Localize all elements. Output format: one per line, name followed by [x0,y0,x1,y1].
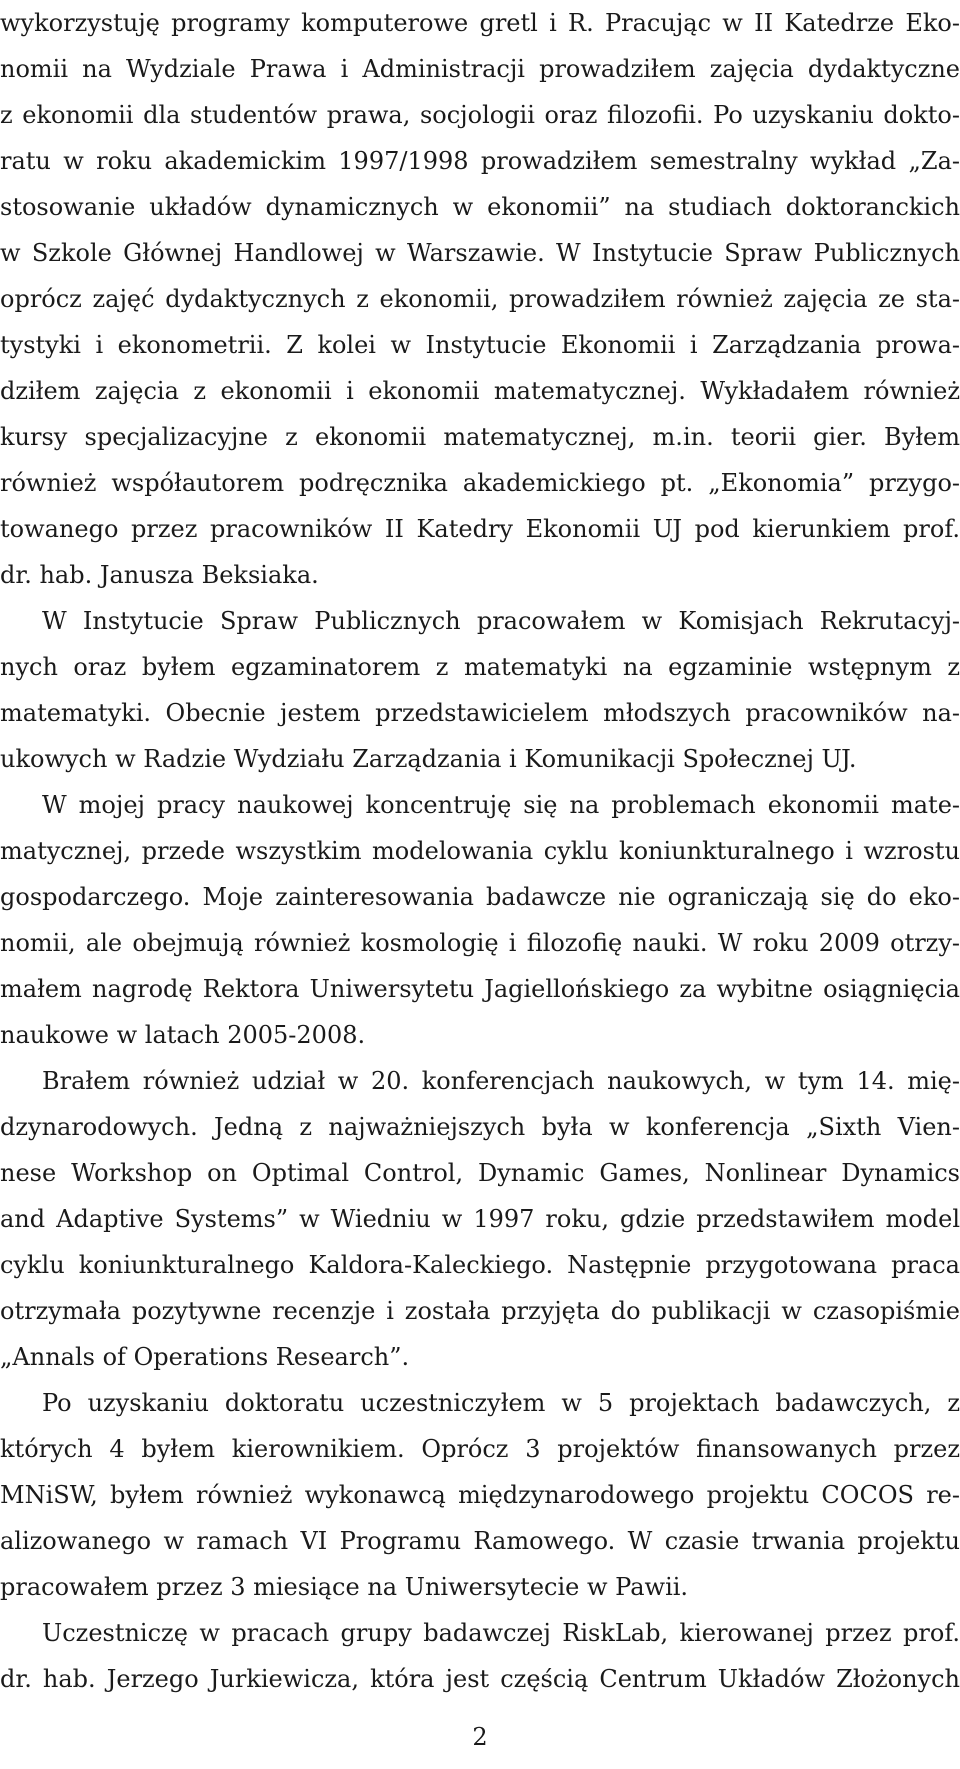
text-line: których 4 byłem kierownikiem. Oprócz 3 projektów finansowanych przez [0,1435,960,1463]
text-line: nych oraz byłem egzaminatorem z matematyki na egzaminie wstępnym z [0,653,960,681]
text-line: w Szkole Głównej Handlowej w Warszawie. W Instytucie Spraw Publicznych [0,239,960,267]
text-line: stosowanie układów dynamicznych w ekonomii” na studiach doktoranckich [0,193,960,221]
text-line: oprócz zajęć dydaktycznych z ekonomii, prowadziłem również zajęcia ze sta- [0,285,960,313]
paragraph [0,1380,960,1610]
text-line: dr. hab. Jerzego Jurkiewicza, która jest częścią Centrum Układów Złożonych [0,1665,960,1693]
text-line: and Adaptive Systems” w Wiedniu w 1997 roku, gdzie przedstawiłem model [0,1205,960,1233]
text-line: dr. hab. Janusza Beksiaka. [0,561,319,589]
text-line: również współautorem podręcznika akademickiego pt. „Ekonomia” przygo- [0,469,960,497]
text-line: małem nagrodę Rektora Uniwersytetu Jagiellońskiego za wybitne osiągnięcia [0,975,960,1003]
text-line: Uczestniczę w pracach grupy badawczej RiskLab, kierowanej przez prof. [42,1619,960,1647]
paragraph [0,0,960,598]
text-line: gospodarczego. Moje zainteresowania badawcze nie ograniczają się do eko- [0,883,960,911]
text-line: cyklu koniunkturalnego Kaldora-Kaleckiego. Następnie przygotowana praca [0,1251,960,1279]
text-line: tystyki i ekonometrii. Z kolei w Instytucie Ekonomii i Zarządzania prowa- [0,331,960,359]
text-line: W mojej pracy naukowej koncentruję się na problemach ekonomii mate- [42,791,960,819]
text-line: wykorzystuję programy komputerowe gretl i R. Pracując w II Katedrze Eko- [0,9,960,37]
text-line: ukowych w Radzie Wydziału Zarządzania i Komunikacji Społecznej UJ. [0,745,857,773]
paragraph [0,1610,960,1702]
text-line: „Annals of Operations Research”. [0,1343,410,1371]
text-line: dziłem zajęcia z ekonomii i ekonomii matematycznej. Wykładałem również [0,377,960,405]
text-line: MNiSW, byłem również wykonawcą międzynarodowego projektu COCOS re- [0,1481,960,1509]
text-line: Po uzyskaniu doktoratu uczestniczyłem w 5 projektach badawczych, z [42,1389,960,1417]
text-line: otrzymała pozytywne recenzje i została przyjęta do publikacji w czasopiśmie [0,1297,960,1325]
text-line: W Instytucie Spraw Publicznych pracowałem w Komisjach Rekrutacyj- [42,607,960,635]
page-number: 2 [472,1723,488,1751]
text-line: z ekonomii dla studentów prawa, socjologii oraz filozofii. Po uzyskaniu dokto- [0,101,960,129]
text-line: Brałem również udział w 20. konferencjach naukowych, w tym 14. mię- [42,1067,960,1095]
text-line: nomii, ale obejmują również kosmologię i filozofię nauki. W roku 2009 otrzy- [0,929,960,957]
text-line: matycznej, przede wszystkim modelowania cyklu koniunkturalnego i wzrostu [0,837,960,865]
text-line: alizowanego w ramach VI Programu Ramowego. W czasie trwania projektu [0,1527,960,1555]
text-line: kursy specjalizacyjne z ekonomii matematycznej, m.in. teorii gier. Byłem [0,423,960,451]
paragraph [0,1058,960,1380]
text-line: matematyki. Obecnie jestem przedstawicielem młodszych pracowników na- [0,699,960,727]
text-line: naukowe w latach 2005-2008. [0,1021,366,1049]
text-line: towanego przez pracowników II Katedry Ekonomii UJ pod kierunkiem prof. [0,515,960,543]
paragraph [0,598,960,782]
text-line: nomii na Wydziale Prawa i Administracji prowadziłem zajęcia dydaktyczne [0,55,960,83]
text-line: nese Workshop on Optimal Control, Dynamic Games, Nonlinear Dynamics [0,1159,960,1187]
text-line: ratu w roku akademickim 1997/1998 prowadziłem semestralny wykład „Za- [0,147,960,175]
paragraph [0,782,960,1058]
text-line: pracowałem przez 3 miesiące na Uniwersytecie w Pawii. [0,1573,689,1601]
text-line: dzynarodowych. Jedną z najważniejszych była w konferencja „Sixth Vien- [0,1113,960,1141]
